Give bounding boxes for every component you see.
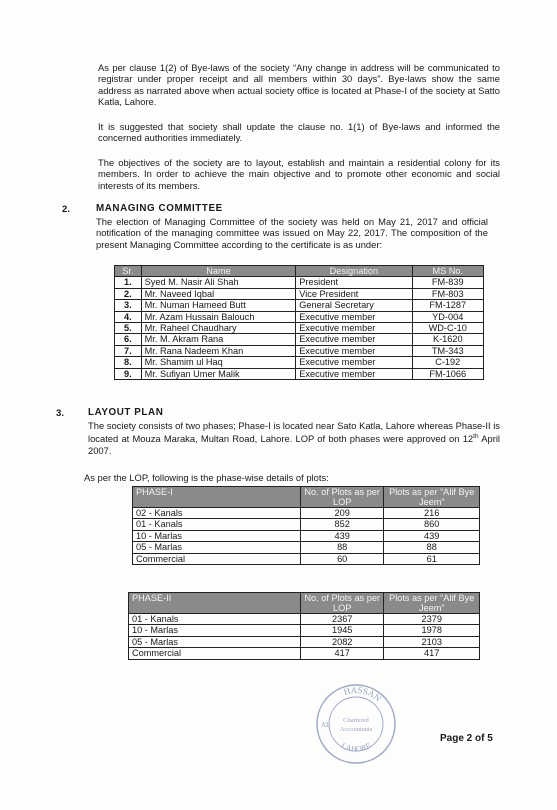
- table-cell: 01 - Kanals: [133, 519, 301, 530]
- section-title: LAYOUT PLAN: [88, 407, 164, 418]
- table-cell: Vice President: [296, 288, 412, 299]
- phase-2-plots-table: [128, 592, 480, 660]
- table-cell: 1.: [115, 277, 142, 288]
- table-cell: 216: [384, 508, 480, 519]
- table-cell: FM-1287: [412, 300, 483, 311]
- table-cell: 2103: [384, 636, 480, 647]
- table-cell: Mr. Azam Hussain Balouch: [141, 311, 296, 322]
- seal-bottom-text: LAHORE: [339, 740, 373, 754]
- table-cell: 5.: [115, 323, 142, 334]
- table-cell: FM-839: [412, 277, 483, 288]
- table-cell: 209: [300, 508, 383, 519]
- table-row: [129, 625, 480, 636]
- table-cell: 2082: [300, 636, 383, 647]
- table-cell: Executive member: [296, 357, 412, 368]
- table-row: [115, 334, 484, 345]
- managing-committee-table: [114, 265, 484, 380]
- table-cell: Mr. Naveed Iqbal: [141, 288, 296, 299]
- column-header: Name: [141, 266, 296, 277]
- table-row: [115, 300, 484, 311]
- table-row: [115, 277, 484, 288]
- column-header: Plots as per “Alif Bye Jeem”: [384, 593, 480, 614]
- column-header: PHASE-I: [133, 487, 301, 508]
- superscript: th: [473, 433, 479, 441]
- table-cell: 860: [384, 519, 480, 530]
- table-row: [115, 345, 484, 356]
- table-row: [115, 288, 484, 299]
- table-cell: 61: [384, 553, 480, 564]
- table-cell: Mr. Rana Nadeem Khan: [141, 345, 296, 356]
- table-cell: 88: [384, 542, 480, 553]
- table-cell: Mr. Raheel Chaudhary: [141, 323, 296, 334]
- table-cell: General Secretary: [296, 300, 412, 311]
- section-body-text: April 2007.: [88, 433, 501, 456]
- table-row: [115, 323, 484, 334]
- table-cell: 1945: [300, 625, 383, 636]
- table-cell: 05 - Marlas: [129, 636, 301, 647]
- column-header: Sr.: [115, 266, 142, 277]
- table-cell: Executive member: [296, 334, 412, 345]
- table-cell: 852: [300, 519, 383, 530]
- section-body: The election of Managing Committee of the society was held on May 21, 2017 and official notification of the managing committee was issued on May 22, 2017. The composition of the present Managing Committee according to the certificate is as under:: [96, 216, 488, 250]
- table-row: [133, 519, 480, 530]
- phase-1-plots-table: [132, 486, 480, 565]
- table-cell: 60: [300, 553, 383, 564]
- table-cell: 3.: [115, 300, 142, 311]
- table-cell: Executive member: [296, 345, 412, 356]
- table-cell: YD-004: [412, 311, 483, 322]
- table-cell: 8.: [115, 357, 142, 368]
- table-row: [133, 530, 480, 541]
- table-cell: Mr. M. Akram Rana: [141, 334, 296, 345]
- chartered-accountants-seal-icon: [315, 683, 397, 765]
- intro-paragraph-2: It is suggested that society shall update the clause no. 1(1) of Bye-laws and informed the concerned authorities immediately.: [98, 121, 500, 144]
- column-header: Designation: [296, 266, 412, 277]
- table-cell: Executive member: [296, 323, 412, 334]
- table-cell: WD-C-10: [412, 323, 483, 334]
- seal-inner-ring: [329, 697, 383, 751]
- table-cell: K-1620: [412, 334, 483, 345]
- table-cell: Syed M. Nasir Ali Shah: [141, 277, 296, 288]
- section-body: [88, 420, 500, 456]
- table-cell: 2379: [384, 614, 480, 625]
- table-cell: 2.: [115, 288, 142, 299]
- table-row: [133, 542, 480, 553]
- table-cell: 6.: [115, 334, 142, 345]
- table-cell: Commercial: [133, 553, 301, 564]
- page-number: Page 2 of 5: [440, 733, 493, 744]
- table-intro: As per the LOP, following is the phase-wise details of plots:: [84, 472, 329, 483]
- table-cell: 439: [384, 530, 480, 541]
- table-cell: 02 - Kanals: [133, 508, 301, 519]
- table-cell: Commercial: [129, 648, 301, 659]
- seal-top-text: HASSAN: [342, 684, 384, 704]
- table-row: [129, 636, 480, 647]
- table-row: [133, 508, 480, 519]
- table-row: [129, 614, 480, 625]
- table-row: [115, 368, 484, 379]
- table-header-row: [115, 266, 484, 277]
- table-cell: 10 - Marlas: [129, 625, 301, 636]
- table-row: [115, 357, 484, 368]
- table-cell: Executive member: [296, 311, 412, 322]
- table-cell: FM-803: [412, 288, 483, 299]
- column-header: No. of Plots as per LOP: [300, 487, 383, 508]
- table-cell: 439: [300, 530, 383, 541]
- table-cell: C-192: [412, 357, 483, 368]
- table-cell: Mr. Sufiyan Umer Malik: [141, 368, 296, 379]
- section-number: 2.: [62, 204, 71, 215]
- table-cell: 4.: [115, 311, 142, 322]
- section-number: 3.: [56, 408, 65, 419]
- table-cell: 9.: [115, 368, 142, 379]
- table-cell: 01 - Kanals: [129, 614, 301, 625]
- column-header: Plots as per “Alif Bye Jeem”: [384, 487, 480, 508]
- column-header: MS No.: [412, 266, 483, 277]
- table-cell: 417: [300, 648, 383, 659]
- seal-left-text: AL: [321, 721, 331, 729]
- table-cell: 7.: [115, 345, 142, 356]
- table-row: [133, 553, 480, 564]
- table-cell: 2367: [300, 614, 383, 625]
- table-cell: 417: [384, 648, 480, 659]
- intro-paragraph-3: The objectives of the society are to layout, establish and maintain a residential colony for its members. In order to achieve the main objective and to promote other economic and social interests of its members.: [98, 157, 500, 191]
- table-row: [129, 648, 480, 659]
- table-cell: President: [296, 277, 412, 288]
- table-cell: Executive member: [296, 368, 412, 379]
- table-cell: Mr. Numan Hameed Butt: [141, 300, 296, 311]
- intro-paragraph-1: As per clause 1(2) of Bye-laws of the society “Any change in address will be communicated to registrar under proper receipt and all members within 30 days”. Bye-laws show the same address as narrated above when actual society office is located at Phase-I of the society at Satto Katla, Lahore.: [98, 62, 500, 108]
- table-cell: TM-343: [412, 345, 483, 356]
- column-header: PHASE-II: [129, 593, 301, 614]
- table-cell: 1978: [384, 625, 480, 636]
- section-body-text: The society consists of two phases; Phase-I is located near Sato Katla, Lahore whereas Phase-II is located at Mouza Maraka, Multan Road, Lahore. LOP of both phases were approved on 12: [88, 420, 500, 445]
- table-header-row: [129, 593, 480, 614]
- table-header-row: [133, 487, 480, 508]
- table-cell: Mr. Shamim ul Haq: [141, 357, 296, 368]
- table-cell: 05 - Marlas: [133, 542, 301, 553]
- section-title: MANAGING COMMITTEE: [96, 203, 223, 214]
- column-header: No. of Plots as per LOP: [300, 593, 383, 614]
- seal-middle-line-1: Chartered: [343, 717, 369, 724]
- table-cell: FM-1066: [412, 368, 483, 379]
- table-cell: 88: [300, 542, 383, 553]
- table-cell: 10 - Marlas: [133, 530, 301, 541]
- seal-middle-line-2: Accountants: [339, 726, 373, 733]
- table-row: [115, 311, 484, 322]
